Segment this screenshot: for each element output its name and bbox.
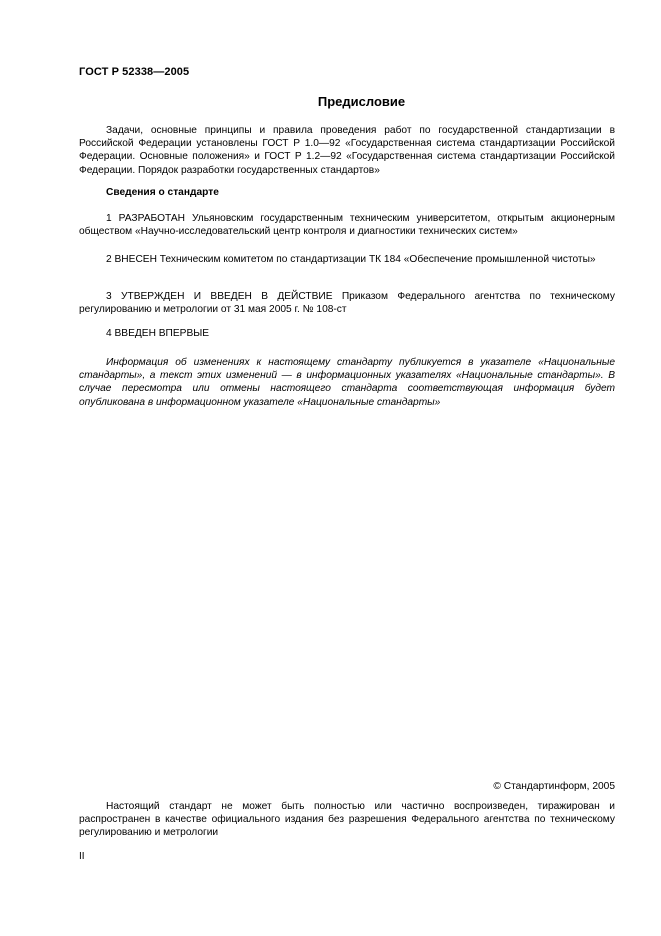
standard-info-heading: Сведения о стандарте xyxy=(106,187,219,198)
changes-note-paragraph: Информация об изменениях к настоящему стандарту публикуется в указателе «Национальные стандарты», а текст этих изменений — в информационных указателях «Национальные стандарты». В случае пересмотра или отмены настоящего стандарта соответствующая информация будет опубликована в информационном указателе «Национальные стандарты» xyxy=(79,357,615,408)
section-title: Предисловие xyxy=(317,94,406,109)
item-submitted: 2 ВНЕСЕН Техническим комитетом по стандартизации ТК 184 «Обеспечение промышленной чистоты» xyxy=(106,254,596,265)
page-number: II xyxy=(79,851,85,862)
document-code-header: ГОСТ Р 52338—2005 xyxy=(79,66,190,78)
reproduction-notice: Настоящий стандарт не может быть полностью или частично воспроизведен, тиражирован и распространен в качестве официального издания без разрешения Федерального агентства по техническому регулированию и метрологии xyxy=(79,801,615,839)
copyright-line: © Стандартинформ, 2005 xyxy=(493,781,615,792)
intro-paragraph: Задачи, основные принципы и правила проведения работ по государственной стандартизации в Российской Федерации установлены ГОСТ Р 1.0—92 «Государственная система стандартизации Российской Федерации. Основные положения» и ГОСТ Р 1.2—92 «Государственная система стандартизации Российской Федерации. Порядок разработки государственных стандартов» xyxy=(79,125,615,176)
item-approved: 3 УТВЕРЖДЕН И ВВЕДЕН В ДЕЙСТВИЕ Приказом Федерального агентства по техническому регулированию и метрологии от 31 мая 2005 г. № 108-ст xyxy=(79,291,615,316)
item-introduced: 4 ВВЕДЕН ВПЕРВЫЕ xyxy=(106,328,210,339)
item-developed: 1 РАЗРАБОТАН Ульяновским государственным техническим университетом, открытым акционерным обществом «Научно-исследовательский центр контроля и диагностики технических систем» xyxy=(79,213,615,238)
